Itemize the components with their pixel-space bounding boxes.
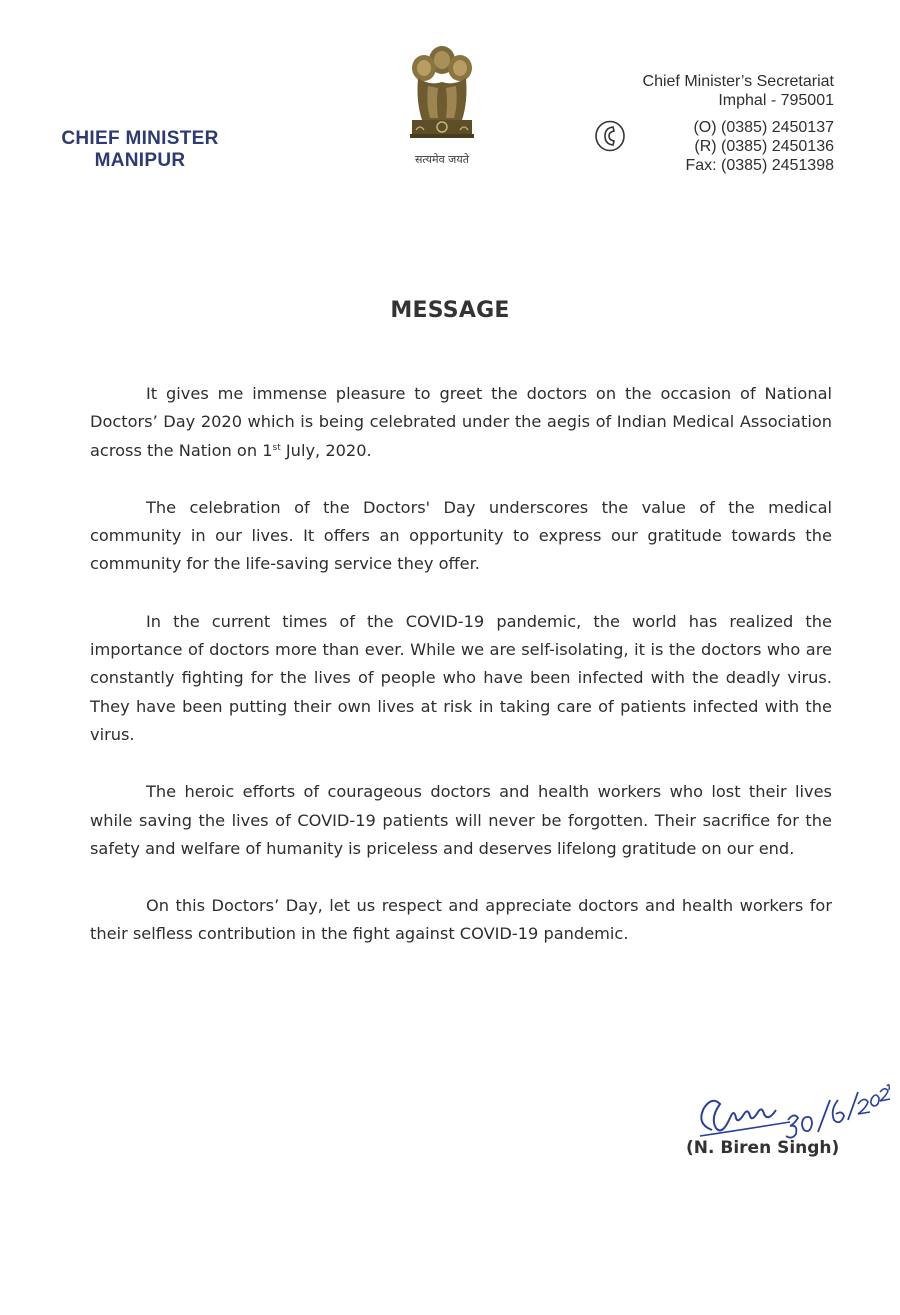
phone-residence: (R) (0385) 2450136	[694, 138, 834, 155]
emblem-motto: सत्यमेव जयते	[414, 153, 469, 166]
paragraph-5: On this Doctors’ Day, let us respect and appreciate doctors and health workers for their selfless contribution in the fight against COVID-19 pandemic.	[90, 896, 832, 944]
signatory-name: (N. Biren Singh)	[686, 1138, 840, 1158]
fax-number: Fax: (0385) 2451398	[685, 157, 834, 174]
address-line-1: Chief Minister’s Secretariat	[642, 73, 834, 90]
message-title: MESSAGE	[390, 298, 510, 323]
contact-block	[574, 72, 834, 175]
paragraph-1: It gives me immense pleasure to greet the doctors on the occasion of National Doctors’ Day 2020 which is being celebrated under the aegis of Indian Medical Association across the Nation on 1st July, 2020.	[90, 384, 832, 460]
address-line-2: Imphal - 795001	[718, 92, 834, 109]
office-line-1: CHIEF MINISTER	[61, 128, 219, 149]
phone-block	[574, 118, 834, 156]
national-emblem-icon	[402, 42, 482, 154]
office-heading	[40, 128, 240, 172]
office-line-2: MANIPUR	[94, 150, 186, 171]
ordinal-suffix: st	[272, 442, 281, 453]
paragraph-2: The celebration of the Doctors' Day underscores the value of the medical community in our lives. It offers an opportunity to express our gratitude towards the community for the life-saving service they offer.	[90, 497, 832, 574]
message-body	[90, 380, 832, 978]
telephone-icon	[594, 120, 626, 152]
phone-office: (O) (0385) 2450137	[693, 119, 834, 136]
paragraph-3: In the current times of the COVID-19 pandemic, the world has realized the importance of doctors more than ever. While we are self-isolating, it is the doctors who are constantly fighting for the lives of people who have been infected with the deadly virus. They have been putting their own lives at risk in taking care of patients infected with the virus.	[90, 611, 832, 744]
national-emblem	[396, 42, 488, 174]
paragraph-4: The heroic efforts of courageous doctors and health workers who lost their lives while saving the lives of COVID-19 patients will never be forgotten. Their sacrifice for the safety and welfare of humanity is priceless and deserves lifelong gratitude on our end.	[90, 782, 832, 858]
